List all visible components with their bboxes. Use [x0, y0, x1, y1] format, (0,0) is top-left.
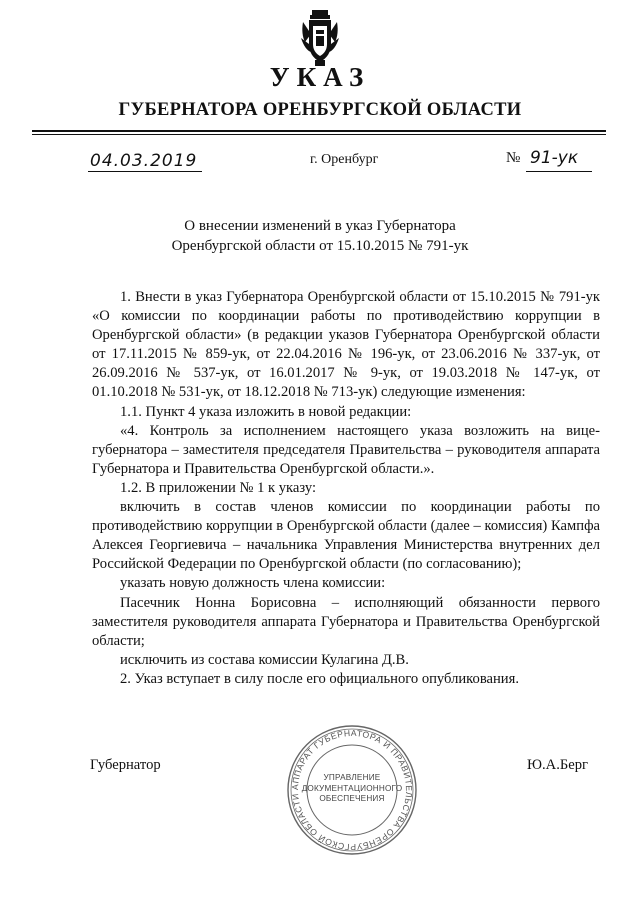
- coat-of-arms-icon: [297, 8, 343, 68]
- body-paragraph-4: 1.2. В приложении № 1 к указу:: [120, 479, 317, 496]
- stamp-ring-text: АППАРАТ ГУБЕРНАТОРА И ПРАВИТЕЛЬСТВА ОРЕНБУРГСКОЙ ОБЛАСТИ: [289, 727, 415, 853]
- body-paragraph-6: указать новую должность члена комиссии:: [120, 575, 386, 592]
- number-sign: №: [506, 150, 521, 166]
- body-paragraph-2: 1.1. Пункт 4 указа изложить в новой редакции:: [120, 403, 412, 420]
- header-rule-thin: [32, 134, 606, 135]
- document-issuer-subtitle: ГУБЕРНАТОРА ОРЕНБУРГСКОЙ ОБЛАСТИ: [118, 100, 522, 120]
- header-rule-thick: [32, 130, 606, 132]
- date-underline: [88, 171, 202, 172]
- heading-line-2: Оренбургской области от 15.10.2015 № 791-ук: [171, 237, 469, 254]
- stamp-inner-line-2: ДОКУМЕНТАЦИОННОГО: [301, 783, 403, 793]
- document-number: 91-ук: [530, 148, 579, 168]
- stamp-inner-line-1: УПРАВЛЕНИЕ: [323, 773, 381, 782]
- document-type-title: УКАЗ: [269, 62, 371, 92]
- document-body: [92, 288, 600, 689]
- body-paragraph-7: Пасечник Нонна Борисовна – исполняющий обязанности первого заместителя руководителя аппарата Губернатора и Правительства Оренбургской области;: [92, 594, 600, 649]
- heading-line-1: О внесении изменений в указ Губернатора: [184, 218, 456, 234]
- number-underline: [526, 171, 592, 172]
- body-paragraph-1: 1. Внести в указ Губернатора Оренбургской области от 15.10.2015 № 791-ук «О комиссии по координации работы по противодействию коррупции в Оренбургской области» (в редакции указов Губернатора Оренбургской области от 17.11.2015 № 859-ук, от 22.04.2016 № 196-ук, от 23.06.2016 № 337-ук, от 26.09.2016 № 537-ук, от 16.01.2017 № 9-ук, от 19.03.2018 № 147-ук, от 01.10.2018 № 531-ук, от 18.12.2018 № 713-ук) следующие изменения:: [92, 289, 600, 401]
- body-paragraph-9: 2. Указ вступает в силу после его официального опубликования.: [120, 670, 519, 687]
- signatory-position: Губернатор: [90, 757, 161, 773]
- document-heading: [0, 217, 640, 256]
- body-paragraph-8: исключить из состава комиссии Кулагина Д.В.: [120, 651, 409, 668]
- stamp-inner-text: [300, 773, 404, 805]
- stamp-inner-line-3: ОБЕСПЕЧЕНИЯ: [319, 794, 385, 803]
- document-city: г. Оренбург: [310, 152, 379, 167]
- body-paragraph-5: включить в состав членов комиссии по координации работы по противодействию коррупции в Оренбургской области (далее – комиссия) Кампфа Алексея Георгиевича – начальника Управления Министерства внутренних дел Российской Федерации по Оренбургской области (по согласованию);: [92, 499, 600, 573]
- signatory-name: Ю.А.Берг: [527, 757, 588, 773]
- body-paragraph-3: «4. Контроль за исполнением настоящего указа возложить на вице-губернатора – заместителя председателя Правительства – руководителя аппарата Губернатора и Правительства Оренбургской области.».: [92, 422, 600, 477]
- document-date: 04.03.2019: [90, 151, 198, 171]
